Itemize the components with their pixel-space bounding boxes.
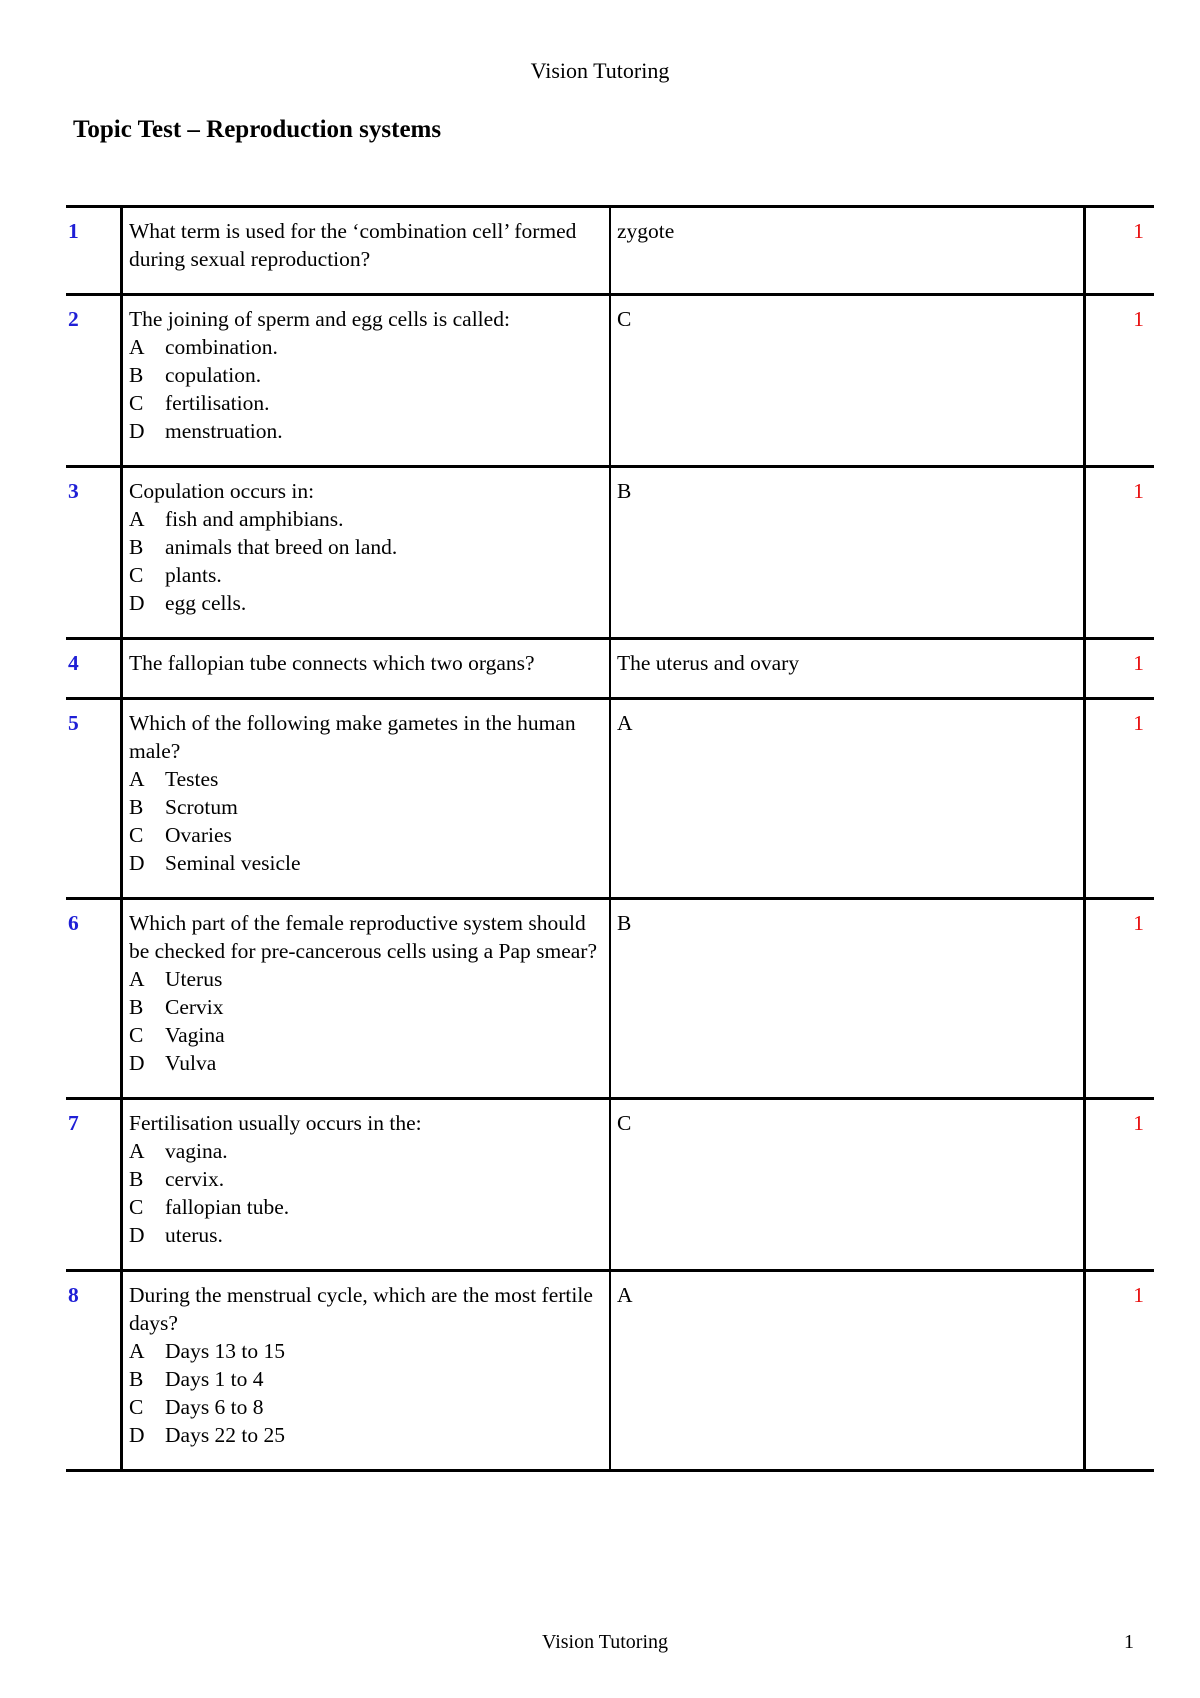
option-letter: A	[129, 967, 145, 991]
answer-option	[129, 993, 603, 1021]
question-row	[66, 467, 1154, 639]
page-header: Vision Tutoring	[530, 58, 670, 83]
option-text: fish and amphibians.	[165, 507, 344, 531]
option-letter: D	[129, 1423, 145, 1447]
question-row	[66, 295, 1154, 467]
question-number: 6	[66, 899, 122, 1099]
option-text: Vagina	[165, 1023, 225, 1047]
answer-option	[129, 1393, 603, 1421]
option-letter: B	[129, 1367, 144, 1391]
option-letter: C	[129, 1395, 144, 1419]
option-text: uterus.	[165, 1223, 223, 1247]
answer-option	[129, 417, 603, 445]
answer-option	[129, 965, 603, 993]
question-cell	[122, 207, 611, 295]
answer-option	[129, 333, 603, 361]
mark-cell: 1	[1085, 1271, 1155, 1471]
option-text: menstruation.	[165, 419, 283, 443]
answer-option	[129, 1137, 603, 1165]
answer-option	[129, 821, 603, 849]
answer-cell: C	[610, 1099, 1085, 1271]
option-letter: C	[129, 1195, 144, 1219]
question-number: 7	[66, 1099, 122, 1271]
answer-option	[129, 849, 603, 877]
option-text: Vulva	[165, 1051, 217, 1075]
answer-option	[129, 1193, 603, 1221]
answer-option	[129, 765, 603, 793]
question-text: Copulation occurs in:	[129, 479, 315, 503]
option-text: Uterus	[165, 967, 223, 991]
option-text: animals that breed on land.	[165, 535, 398, 559]
option-text: egg cells.	[165, 591, 247, 615]
answer-cell: The uterus and ovary	[610, 639, 1085, 699]
mark-cell: 1	[1085, 699, 1155, 899]
answer-cell: zygote	[610, 207, 1085, 295]
option-letter: D	[129, 1223, 145, 1247]
answer-option	[129, 505, 603, 533]
question-row	[66, 207, 1154, 295]
mark-cell: 1	[1085, 1099, 1155, 1271]
question-row	[66, 899, 1154, 1099]
option-letter: B	[129, 1167, 144, 1191]
mark-cell: 1	[1085, 295, 1155, 467]
option-text: combination.	[165, 335, 278, 359]
answer-cell: A	[610, 1271, 1085, 1471]
answer-option	[129, 389, 603, 417]
question-number: 4	[66, 639, 122, 699]
question-cell	[122, 1271, 611, 1471]
question-text: Which of the following make gametes in the human male?	[129, 711, 576, 763]
option-letter: C	[129, 1023, 144, 1047]
answer-option	[129, 1221, 603, 1249]
option-letter: B	[129, 795, 144, 819]
option-text: Days 22 to 25	[165, 1423, 286, 1447]
question-cell	[122, 899, 611, 1099]
question-text: What term is used for the ‘combination cell’ formed during sexual reproduction?	[129, 219, 577, 271]
option-text: Testes	[165, 767, 219, 791]
answer-option	[129, 589, 603, 617]
question-number: 1	[66, 207, 122, 295]
question-text: During the menstrual cycle, which are the most fertile days?	[129, 1283, 593, 1335]
question-row	[66, 699, 1154, 899]
option-text: copulation.	[165, 363, 262, 387]
answer-option	[129, 361, 603, 389]
option-letter: A	[129, 507, 145, 531]
option-text: Scrotum	[165, 795, 238, 819]
question-text: Fertilisation usually occurs in the:	[129, 1111, 422, 1135]
question-cell	[122, 467, 611, 639]
mark-cell: 1	[1085, 899, 1155, 1099]
question-text: The fallopian tube connects which two organs?	[129, 651, 535, 675]
question-cell	[122, 295, 611, 467]
option-letter: D	[129, 419, 145, 443]
question-number: 5	[66, 699, 122, 899]
answer-option	[129, 1165, 603, 1193]
option-text: Days 6 to 8	[165, 1395, 264, 1419]
option-letter: B	[129, 535, 144, 559]
question-cell	[122, 699, 611, 899]
answer-option	[129, 1365, 603, 1393]
question-cell	[122, 1099, 611, 1271]
mark-cell: 1	[1085, 207, 1155, 295]
answer-option	[129, 793, 603, 821]
option-text: Days 13 to 15	[165, 1339, 286, 1363]
option-text: plants.	[165, 563, 222, 587]
answer-option	[129, 1337, 603, 1365]
questions-table-body	[66, 207, 1154, 1471]
option-text: cervix.	[165, 1167, 225, 1191]
answer-cell: A	[610, 699, 1085, 899]
option-letter: D	[129, 1051, 145, 1075]
option-text: Seminal vesicle	[165, 851, 301, 875]
option-text: Cervix	[165, 995, 224, 1019]
answer-option	[129, 533, 603, 561]
option-letter: B	[129, 363, 144, 387]
option-letter: D	[129, 591, 145, 615]
option-letter: A	[129, 1139, 145, 1163]
question-number: 8	[66, 1271, 122, 1471]
mark-cell: 1	[1085, 467, 1155, 639]
option-text: fertilisation.	[165, 391, 270, 415]
option-letter: A	[129, 767, 145, 791]
questions-table	[66, 205, 1154, 1472]
question-row	[66, 639, 1154, 699]
option-text: vagina.	[165, 1139, 228, 1163]
question-row	[66, 1099, 1154, 1271]
option-letter: C	[129, 823, 144, 847]
option-letter: A	[129, 335, 145, 359]
answer-cell: C	[610, 295, 1085, 467]
option-text: Ovaries	[165, 823, 232, 847]
option-letter: C	[129, 563, 144, 587]
mark-cell: 1	[1085, 639, 1155, 699]
answer-option	[129, 1421, 603, 1449]
question-number: 3	[66, 467, 122, 639]
option-letter: B	[129, 995, 144, 1019]
option-letter: D	[129, 851, 145, 875]
answer-cell: B	[610, 899, 1085, 1099]
answer-option	[129, 1049, 603, 1077]
option-text: Days 1 to 4	[165, 1367, 264, 1391]
question-cell	[122, 639, 611, 699]
answer-cell: B	[610, 467, 1085, 639]
question-text: Which part of the female reproductive system should be checked for pre-cancerous cells using a Pap smear?	[129, 911, 598, 963]
answer-option	[129, 561, 603, 589]
question-number: 2	[66, 295, 122, 467]
answer-option	[129, 1021, 603, 1049]
question-row	[66, 1271, 1154, 1471]
page-number: 1	[1124, 1631, 1134, 1653]
option-text: fallopian tube.	[165, 1195, 290, 1219]
option-letter: A	[129, 1339, 145, 1363]
page-footer: Vision Tutoring	[541, 1631, 669, 1653]
question-text: The joining of sperm and egg cells is called:	[129, 307, 510, 331]
option-letter: C	[129, 391, 144, 415]
page-title: Topic Test – Reproduction systems	[73, 116, 442, 143]
